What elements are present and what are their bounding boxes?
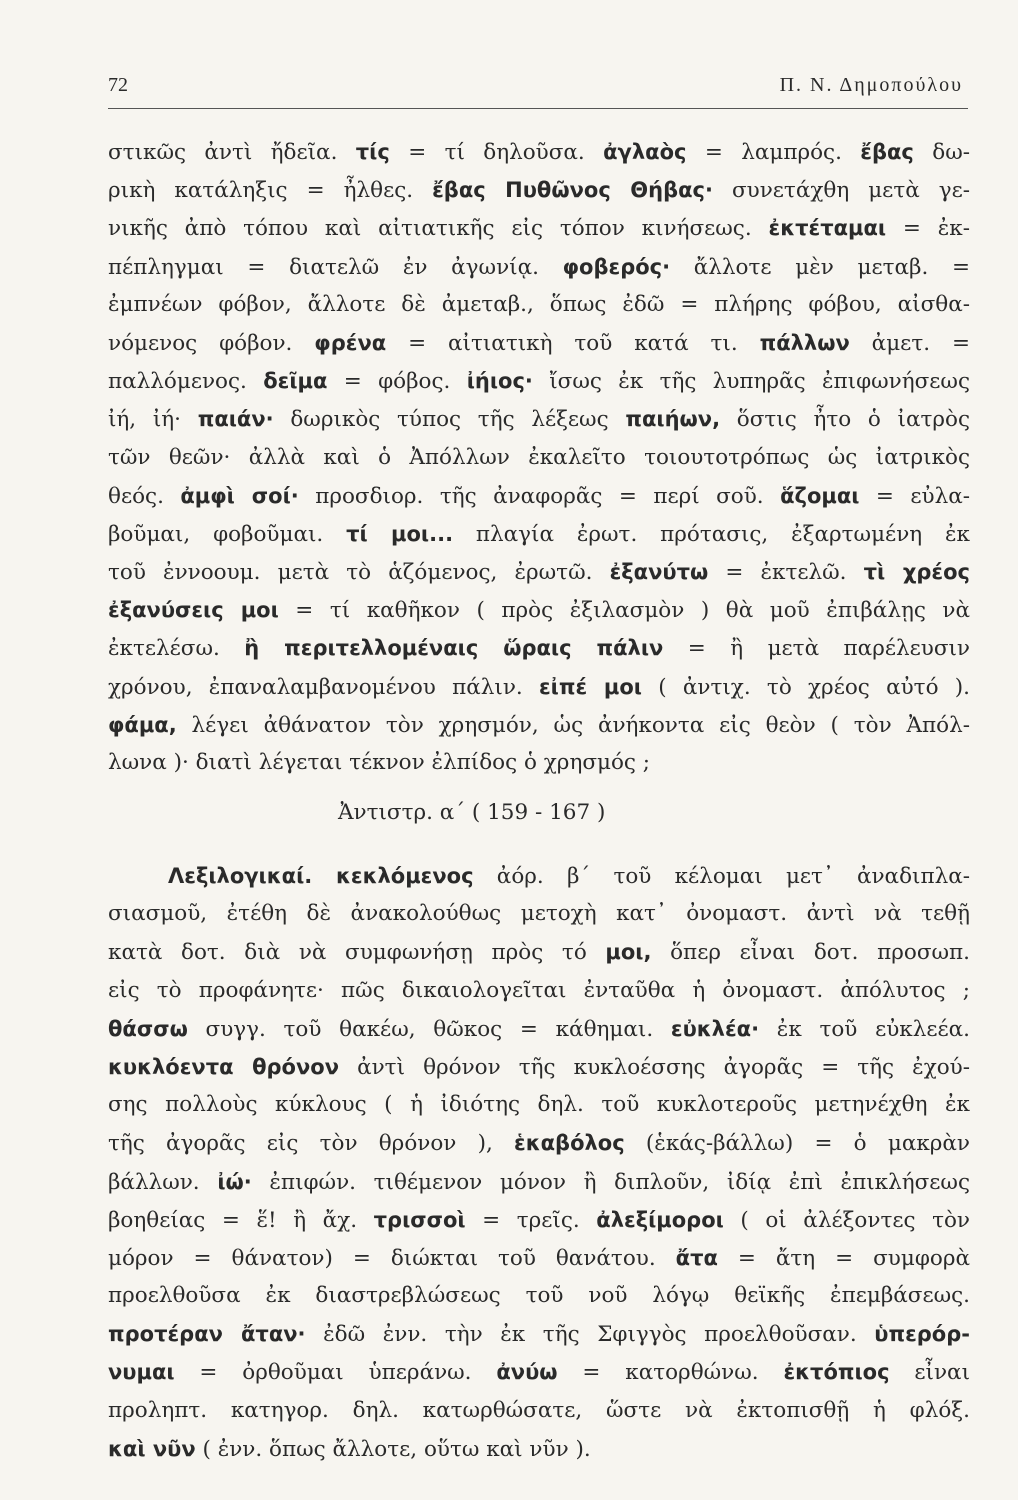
lemma: ἰήιος·	[466, 369, 533, 394]
text-line	[108, 1048, 970, 1086]
text-line	[108, 1124, 970, 1162]
text-run: (ἑκάς-βάλλω) = ὁ μακρὰν	[624, 1131, 970, 1157]
text-run: ρικὴ κατάληξις = ἦλθες.	[108, 178, 433, 204]
text-run: ἐμπνέων φόβον, ἄλλοτε δὲ ἀμεταβ., ὅπως ἐδῶ = πλήρης φόβου, αἰσθα-	[108, 291, 970, 317]
text-line	[108, 248, 970, 286]
text-line	[108, 1392, 970, 1430]
text-run: συγγ. τοῦ θακέω, θῶκος = κάθημαι.	[187, 1016, 671, 1042]
text-run: = τί δηλοῦσα.	[389, 140, 604, 165]
text-run: = ἢ μετὰ παρέλευσιν	[663, 636, 970, 662]
text-line	[108, 477, 970, 515]
header-rule	[108, 108, 968, 109]
text-line	[108, 324, 970, 362]
lemma: ἐξανύτω	[609, 560, 709, 585]
text-run: = ὀρθοῦμαι ὑπεράνω.	[174, 1360, 497, 1386]
text-run: ( οἱ ἀλέξοντες τὸν	[723, 1207, 970, 1233]
text-run: προσδιορ. τῆς ἀναφορᾶς = περί σοῦ.	[298, 483, 781, 509]
running-head: Π. Ν. Δημοπούλου	[779, 74, 963, 96]
text-line	[108, 362, 970, 400]
lemma: τὶ χρέος	[863, 560, 970, 585]
text-line	[108, 515, 970, 553]
text-run: ἐπιφών. τιθέμενον μόνον ἢ διπλοῦν, ἰδίᾳ ἐπὶ ἐπικλήσεως	[251, 1169, 970, 1195]
text-run: = τρεῖς.	[465, 1207, 597, 1233]
text-run: βοῦμαι, φοβοῦμαι.	[108, 521, 347, 547]
text-line	[108, 286, 970, 324]
text-run: πέπληγμαι = διατελῶ ἐν ἀγωνίᾳ.	[108, 254, 563, 280]
lemma: ἀνύω	[496, 1360, 558, 1385]
text-run: προληπτ. κατηγορ. δηλ. κατωρθώσατε, ὥστε νὰ ἐκτοπισθῇ ἡ φλόξ.	[108, 1397, 970, 1423]
lemma: παιάν·	[197, 407, 274, 432]
text-run: βοηθείας = ἕ! ἢ ἄχ.	[108, 1207, 374, 1233]
lemma: ἀλεξίμοροι	[596, 1207, 724, 1232]
lemma: ἐξανύσεις μοι	[108, 598, 279, 623]
lemma: ἅζομαι	[780, 483, 860, 508]
text-line	[108, 1239, 970, 1277]
text-run: μόρον = θάνατον) = διώκται τοῦ θανάτου.	[108, 1245, 676, 1271]
text-line	[108, 744, 970, 782]
lemma: ἄτα	[675, 1245, 718, 1270]
text-line	[108, 895, 970, 933]
text-run: ἴσως ἐκ τῆς λυπηρᾶς ἐπιφωνήσεως	[532, 369, 970, 395]
text-run: τῶν θεῶν· ἀλλὰ καὶ ὁ Ἀπόλλων ἐκαλεῖτο τοιουτοτρόπως ὡς ἰατρικὸς	[108, 444, 970, 470]
lemma: ἀγλαὸς	[603, 140, 687, 164]
text-line	[108, 1010, 970, 1048]
lemma: ἀμφὶ σοί·	[180, 483, 299, 508]
page-number: 72	[108, 74, 128, 96]
lemma: ἰώ·	[217, 1169, 252, 1194]
text-run: στικῶς ἀντὶ ἤδεῖα.	[108, 140, 356, 165]
lemma: ἢ περιτελλομέναις ὥραις πάλιν	[244, 636, 664, 661]
lemma: τί μοι...	[346, 521, 454, 546]
text-run: νικῆς ἀπὸ τόπου καὶ αἰτιατικῆς εἰς τόπον κινήσεως.	[108, 216, 769, 242]
text-run: νόμενος φόβον.	[108, 330, 315, 356]
text-line	[108, 1277, 970, 1315]
text-line	[108, 933, 970, 971]
text-line	[108, 1163, 970, 1201]
text-run: συνετάχθη μετὰ γε-	[712, 178, 970, 204]
lemma: φοβερός·	[562, 254, 671, 279]
text-run: ἰή, ἰή·	[108, 407, 198, 433]
text-run: σιασμοῦ, ἐτέθη δὲ ἀνακολούθως μετοχὴ κατ᾽ ὀνομαστ. ἀντὶ νὰ τεθῇ	[108, 901, 970, 927]
text-run: = ἐκ-	[886, 216, 970, 242]
lemma: φρένα	[314, 330, 387, 355]
lemma: νυμαι	[108, 1360, 175, 1385]
text-line	[108, 1086, 970, 1124]
lemma: θάσσω	[108, 1016, 188, 1041]
commentary-paragraph-1	[108, 133, 970, 782]
text-line	[108, 1430, 970, 1468]
lemma: πάλλων	[759, 330, 850, 355]
text-run: ( ἐνν. ὅπως ἄλλοτε, οὕτω καὶ νῦν ).	[195, 1436, 591, 1462]
text-run: = ἄτη = συμφορὰ	[717, 1245, 970, 1271]
lemma: τίς	[355, 140, 390, 164]
text-line	[108, 591, 970, 629]
lemma: μοι,	[605, 940, 652, 965]
text-run: ἐδῶ ἐνν. τὴν ἐκ τῆς Σφιγγὸς προελθοῦσαν.	[305, 1322, 875, 1348]
text-run: λωνα )· διατὶ λέγεται τέκνον ἐλπίδος ὁ χρησμός ;	[108, 750, 651, 775]
text-run: κατὰ δοτ. διὰ νὰ συμφωνήσῃ πρὸς τό	[108, 940, 606, 966]
text-line	[108, 1201, 970, 1239]
text-run: πλαγία ἐρωτ. πρότασις, ἐξαρτωμένη ἐκ	[453, 521, 970, 547]
text-run: = εὐλα-	[859, 483, 970, 509]
text-run: ἐκτελέσω.	[108, 636, 245, 662]
text-run: εἶναι	[889, 1360, 970, 1386]
text-line	[108, 209, 970, 247]
text-run: τοῦ ἐννοουμ. μετὰ τὸ ἁζόμενος, ἐρωτῶ.	[108, 560, 610, 586]
text-run: εἰς τὸ προφάνητε· πῶς δικαιολογεῖται ἐνταῦθα ἡ ὀνομαστ. ἀπόλυτος ;	[108, 977, 970, 1003]
text-run: = φόβος.	[327, 369, 467, 395]
text-run: βάλλων.	[108, 1169, 218, 1195]
section-heading: Ἀντιστρ. α΄ ( 159 - 167 )	[338, 800, 606, 825]
text-run: = αἰτιατικὴ τοῦ κατά τι.	[386, 330, 760, 356]
text-run: δω-	[913, 140, 970, 165]
lemma: Λεξιλογικαί. κεκλόμενος	[168, 864, 474, 888]
text-line	[108, 1353, 970, 1391]
lemma: δεῖμα	[263, 369, 328, 394]
text-run: λέγει ἀθάνατον τὸν χρησμόν, ὡς ἀνήκοντα εἰς θεὸν ( τὸν Ἀπόλ-	[176, 712, 970, 738]
text-run: παλλόμενος.	[108, 369, 264, 395]
text-run: ἀόρ. β΄ τοῦ κέλομαι μετ᾽ ἀναδιπλα-	[473, 864, 970, 889]
text-run: θεός.	[108, 483, 181, 509]
text-run: ὅπερ εἶναι δοτ. προσωπ.	[651, 940, 970, 966]
lemma: παιήων,	[625, 407, 721, 432]
lemma: καὶ νῦν	[108, 1436, 196, 1461]
lemma: ὑπερόρ-	[874, 1322, 970, 1347]
lemma: εὐκλέα·	[670, 1016, 760, 1041]
lemma: εἰπέ μοι	[538, 674, 642, 699]
text-run: χρόνου, ἐπαναλαμβανομένου πάλιν.	[108, 674, 539, 700]
lemma: ἐκτέταμαι	[768, 216, 887, 241]
text-run: δωρικὸς τύπος τῆς λέξεως	[273, 407, 626, 433]
text-run: ἀμετ. =	[849, 330, 970, 356]
text-run: = λαμπρός.	[686, 140, 861, 165]
text-line	[108, 857, 970, 895]
text-run: σης πολλοὺς κύκλους ( ἡ ἰδιότης δηλ. τοῦ κυκλοτεροῦς μετηνέχθη ἐκ	[108, 1092, 970, 1118]
page-header	[108, 70, 963, 104]
text-line	[108, 171, 970, 209]
text-run: = ἐκτελῶ.	[708, 560, 864, 586]
lemma: ἐκτόπιος	[783, 1360, 890, 1385]
text-line	[108, 668, 970, 706]
commentary-paragraph-2	[108, 857, 970, 1468]
lemma: κυκλόεντα θρόνον	[108, 1054, 340, 1079]
text-run: ἄλλοτε μὲν μεταβ. =	[670, 254, 970, 280]
lemma: φάμα,	[108, 712, 177, 737]
text-line	[108, 1315, 970, 1353]
lemma: ἔβας Πυθῶνος Θήβας·	[432, 178, 713, 203]
lemma: ἑκαβόλος	[514, 1131, 625, 1156]
text-run: ἐκ τοῦ εὐκλεέα.	[759, 1016, 970, 1042]
text-run: = κατορθώνω.	[557, 1360, 784, 1386]
text-run: ἀντὶ θρόνον τῆς κυκλοέσσης ἀγορᾶς = τῆς ἐχού-	[339, 1054, 970, 1080]
text-line	[108, 553, 970, 591]
text-run: ὅστις ἦτο ὁ ἰατρὸς	[720, 407, 970, 433]
lemma: προτέραν ἄταν·	[108, 1322, 306, 1347]
lemma: ἔβας	[860, 140, 914, 164]
text-run: ( ἀντιχ. τὸ χρέος αὐτό ).	[641, 674, 970, 700]
text-line	[108, 972, 970, 1010]
lemma: τρισσοὶ	[373, 1207, 466, 1232]
text-line	[108, 133, 970, 171]
text-line	[108, 439, 970, 477]
text-line	[108, 400, 970, 438]
text-line	[108, 706, 970, 744]
text-run: προελθοῦσα ἐκ διαστρεβλώσεως τοῦ νοῦ λόγῳ θεϊκῆς ἐπεμβάσεως.	[108, 1283, 970, 1309]
text-run: = τί καθῆκον ( πρὸς ἐξιλασμὸν ) θὰ μοῦ ἐπιβάλῃς νὰ	[278, 598, 970, 624]
text-line	[108, 629, 970, 667]
text-run: τῆς ἀγορᾶς εἰς τὸν θρόνον ),	[108, 1131, 515, 1157]
